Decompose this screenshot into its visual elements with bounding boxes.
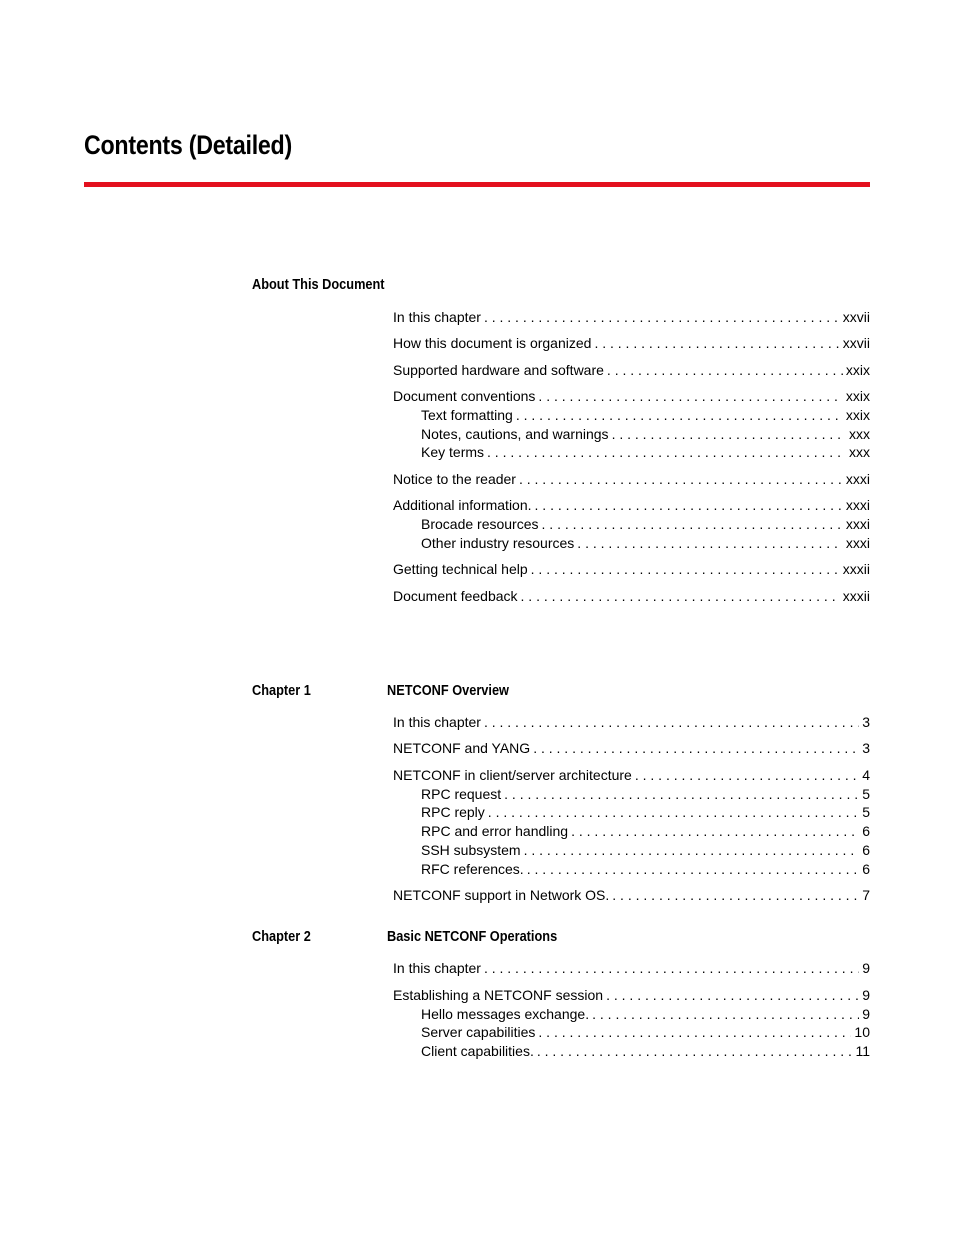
chapter-title[interactable]: Basic NETCONF Operations [387,929,558,945]
page-number: 6 [862,861,870,877]
page-number: 6 [862,842,870,858]
toc-subentry[interactable]: Server capabilities . . . 10 [421,1023,870,1041]
dot-leader [607,361,843,379]
dot-leader [592,1005,859,1023]
dot-leader [516,406,843,424]
section-label-about: About This Document [252,277,385,293]
page-number: xxix [845,388,870,404]
toc-entry[interactable]: Document conventions . . . xxix [393,387,870,405]
dot-leader [577,534,843,552]
dot-leader [487,443,846,461]
toc-subentry[interactable]: Brocade resources . . . xxxi [421,515,870,533]
toc-entry[interactable]: Establishing a NETCONF session . . . 9 [393,986,870,1004]
toc-entry[interactable]: Supported hardware and software . . . xxix [393,361,870,379]
dot-leader [533,739,859,757]
toc-subentry[interactable]: RFC references. . . . 6 [421,860,870,878]
page-number: xxvii [842,309,870,325]
toc-subentry[interactable]: Text formatting . . . xxix [421,406,870,424]
page-number: 9 [862,1006,870,1022]
toc-subentry[interactable]: Client capabilities. . . . 11 [421,1042,870,1060]
dot-leader [612,425,846,443]
dot-leader [521,587,840,605]
toc-entry[interactable]: Document feedback . . . xxxii [393,587,870,605]
dot-leader [504,785,859,803]
dot-leader [612,886,859,904]
dot-leader [484,959,859,977]
page-title: Contents (Detailed) [84,130,292,160]
page-number: 11 [855,1043,870,1059]
page-number: xxix [845,407,870,423]
toc-entry[interactable]: Getting technical help . . . xxxii [393,560,870,578]
page-number: xxxi [845,471,870,487]
toc-subentry[interactable]: RPC request . . . 5 [421,785,870,803]
chapter-title[interactable]: NETCONF Overview [387,683,509,699]
toc-entry[interactable]: In this chapter . . . 3 [393,713,870,731]
toc-entry[interactable]: Additional information. . . . xxxi [393,496,870,514]
dot-leader [488,803,859,821]
toc-subentry[interactable]: Key terms . . . xxx [421,443,870,461]
dot-leader [537,1042,853,1060]
dot-leader [542,515,843,533]
page-number: 5 [862,786,870,802]
toc-entry[interactable]: In this chapter . . . 9 [393,959,870,977]
dot-leader [519,470,843,488]
dot-leader [484,308,840,326]
toc-subentry[interactable]: Hello messages exchange. . . . 9 [421,1005,870,1023]
toc-entry[interactable]: Notice to the reader . . . xxxi [393,470,870,488]
dot-leader [635,766,859,784]
page-number: xxvii [842,335,870,351]
toc-entry[interactable]: In this chapter . . . xxvii [393,308,870,326]
page-number: xxxii [842,561,870,577]
page-number: 5 [862,804,870,820]
dot-leader [594,334,839,352]
page-number: 3 [862,714,870,730]
page-number: 9 [862,960,870,976]
title-rule [84,182,870,187]
page-number: 7 [862,887,870,903]
toc-entry[interactable]: NETCONF in client/server architecture . . . 4 [393,766,870,784]
page-number: xxxi [845,497,870,513]
page-number: xxxi [845,535,870,551]
page-number: xxix [845,362,870,378]
dot-leader [531,560,840,578]
chapter-label: Chapter 1 [252,683,311,699]
toc-subentry[interactable]: Other industry resources . . . xxxi [421,534,870,552]
toc-subentry[interactable]: RPC and error handling . . . 6 [421,822,870,840]
toc-subentry[interactable]: SSH subsystem . . . 6 [421,841,870,859]
toc-entry[interactable]: NETCONF support in Network OS. . . . 7 [393,886,870,904]
dot-leader [571,822,859,840]
toc-entry[interactable]: How this document is organized . . . xxvii [393,334,870,352]
dot-leader [606,986,859,1004]
chapter-label: Chapter 2 [252,929,311,945]
page-number: 4 [862,767,870,783]
page-number: xxxii [842,588,870,604]
dot-leader [527,860,860,878]
toc-subentry[interactable]: RPC reply . . . 5 [421,803,870,821]
dot-leader [484,713,859,731]
page-number: xxx [849,444,870,460]
page-number: xxxi [845,516,870,532]
dot-leader [538,387,842,405]
page-number: xxx [849,426,870,442]
toc-subentry[interactable]: Notes, cautions, and warnings . . . xxx [421,425,870,443]
dot-leader [538,1023,851,1041]
page-number: 10 [854,1024,870,1040]
page-number: 3 [862,740,870,756]
dot-leader [535,496,843,514]
dot-leader [524,841,860,859]
page-number: 9 [862,987,870,1003]
toc-entry[interactable]: NETCONF and YANG . . . 3 [393,739,870,757]
page-number: 6 [862,823,870,839]
